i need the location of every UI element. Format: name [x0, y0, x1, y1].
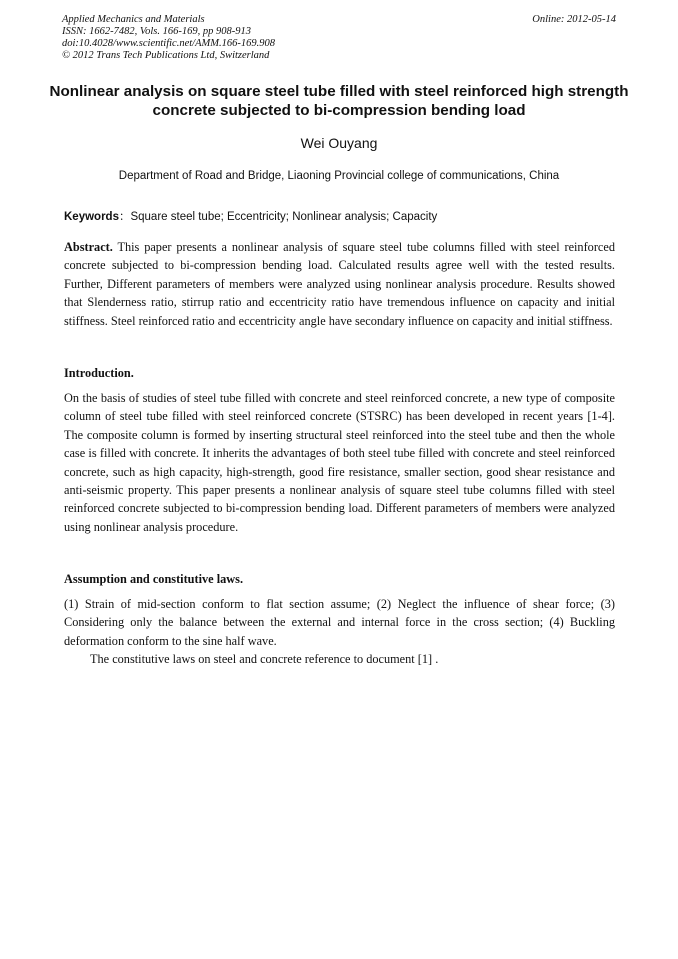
abstract-text: This paper presents a nonlinear analysis of square steel tube columns filled with steel reinforced concrete subjected to bi-compression bending load. Calculated results agree well with the tested results. Further, Different parameters of members were analyzed using nonlinear analysis procedure. Results showed that Slenderness ratio, stirrup ratio and eccentricity ratio have tremendous influence on capacity and initial stiffness. Steel reinforced ratio and eccentricity angle have secondary influence on capacity and initial stiffness.	[64, 240, 615, 328]
keywords-label: Keywords	[64, 211, 119, 223]
journal-name: Applied Mechanics and Materials	[62, 14, 205, 25]
doi-line: doi:10.4028/www.scientific.net/AMM.166-169.908	[62, 38, 275, 49]
issn-line: ISSN: 1662-7482, Vols. 166-169, pp 908-913	[62, 26, 251, 37]
assumptions-section	[64, 595, 615, 669]
constitutive-laws-text: The constitutive laws on steel and concrete reference to document [1] .	[90, 652, 439, 667]
paper-title: Nonlinear analysis on square steel tube filled with steel reinforced high strength concrete subjected to bi-compression bending load	[49, 83, 629, 119]
assumptions-text: (1) Strain of mid-section conform to flat section assume; (2) Neglect the influence of shear force; (3) Considering only the balance between the external and internal force in the cross section; (4) Buckling deformation conform to the sine half wave.	[64, 597, 615, 648]
keywords-list: Square steel tube; Eccentricity; Nonlinear analysis; Capacity	[130, 211, 438, 223]
author-name: Wei Ouyang	[300, 135, 378, 151]
keywords-line	[64, 208, 618, 224]
introduction-text: On the basis of studies of steel tube filled with concrete and steel reinforced concrete, a new type of composite column of steel tube filled with steel reinforced concrete (STSRC) has been developed in recent years [1-4]. The composite column is formed by inserting structural steel reinforced into the steel tube and then the whole case is filled with concrete. It inherits the advantages of both steel tube filled with concrete and steel reinforced concrete, such as high capacity, high-strength, good fire resistance, smaller section, good shear resistance and anti-seismic property. This paper presents a nonlinear analysis of square steel tube columns filled with steel reinforced concrete subjected to bi-compression bending load. Different parameters of members were analyzed using nonlinear analysis procedure.	[64, 391, 615, 534]
assumptions-heading: Assumption and constitutive laws.	[64, 572, 244, 586]
copyright-line: © 2012 Trans Tech Publications Ltd, Switzerland	[62, 50, 270, 61]
introduction-heading: Introduction.	[64, 366, 134, 380]
keywords-separator: ：	[118, 211, 131, 223]
author-affiliation: Department of Road and Bridge, Liaoning Provincial college of communications, China	[118, 170, 560, 182]
abstract-section	[64, 238, 615, 330]
online-date: Online: 2012-05-14	[532, 14, 616, 25]
journal-header	[62, 14, 616, 62]
abstract-label: Abstract.	[64, 240, 113, 254]
